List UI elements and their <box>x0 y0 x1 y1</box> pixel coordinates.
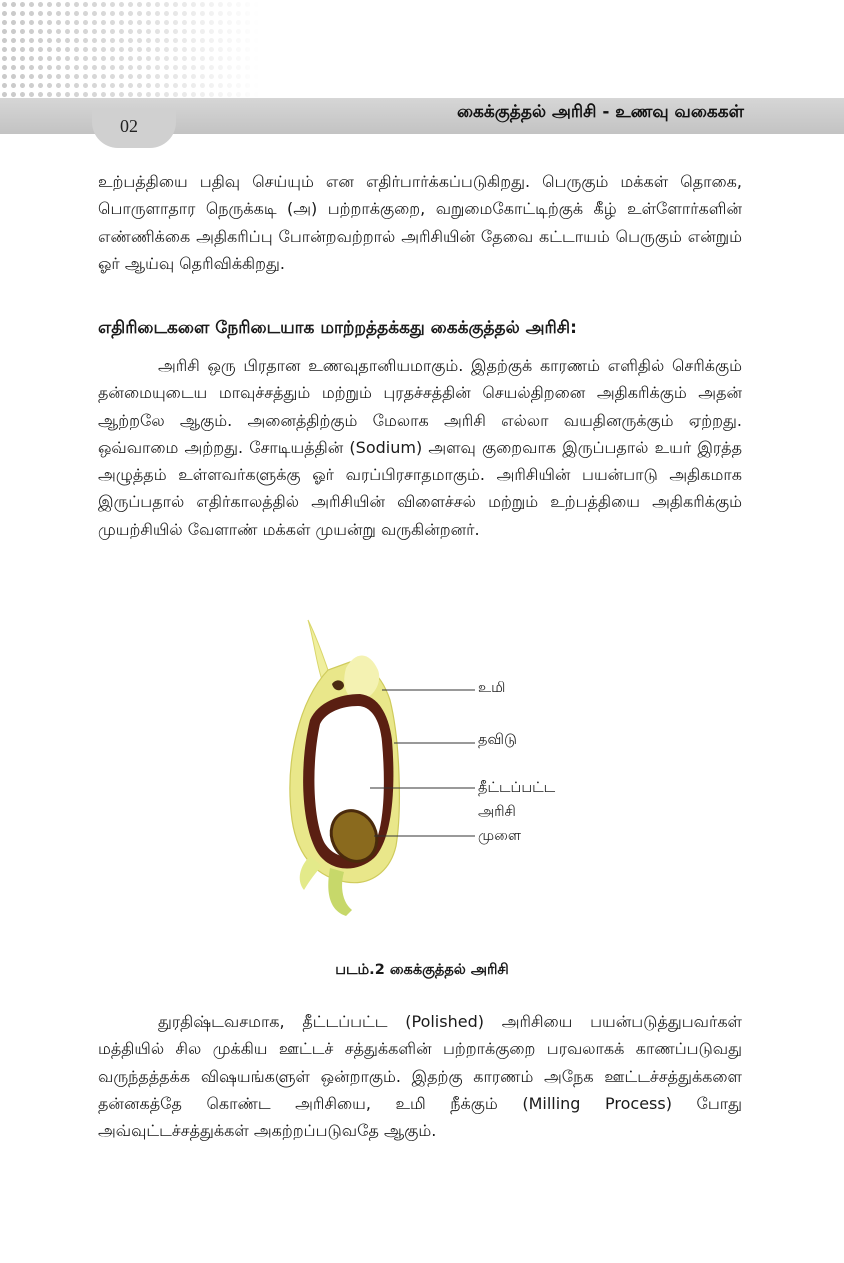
closing-paragraph: துரதிஷ்டவசமாக, தீட்டப்பட்ட (Polished) அரிசியை பயன்படுத்துபவர்கள் மத்தியில் சில முக்கிய ஊட்டச் சத்துக்களின் பற்றாக்குறை பரவலாகக் காணப்படுவது வருந்தத்தக்க விஷயங்களுள் ஒன்றாகும். இதற்கு காரணம் அநேக ஊட்டச்சத்துக்களை தன்னகத்தே கொண்ட அரிசியை, உமி நீக்கும் (Milling Process) போது அவ்வுட்டச்சத்துக்கள் அகற்றப்படுவதே ஆகும். <box>98 1012 742 1141</box>
intro-paragraph: உற்பத்தியை பதிவு செய்யும் என எதிர்பார்க்கப்படுகிறது. பெருகும் மக்கள் தொகை, பொருளாதார நெருக்கடி (அ) பற்றாக்குறை, வறுமைகோட்டிற்குக் கீழ் உள்ளோர்களின் எண்ணிக்கை அதிகரிப்பு போன்றவற்றால் அரிசியின் தேவை கட்டாயம் பெருகும் என்றும் ஓர் ஆய்வு தெரிவிக்கிறது. <box>98 172 742 273</box>
label-polished-rice-line1: தீட்டப்பட்ட <box>478 780 556 796</box>
label-germ: முளை <box>478 828 521 844</box>
rice-grain-illustration <box>270 610 600 930</box>
label-polished-rice-line2: அரிசி <box>478 804 516 820</box>
section-heading: எதிரிடைகளை நேரிடையாக மாற்றத்தக்கது கைக்குத்தல் அரிசி: <box>98 318 577 338</box>
label-husk: உமி <box>478 680 506 696</box>
running-title: கைக்குத்தல் அரிசி - உணவு வகைகள் <box>456 102 744 122</box>
halftone-decoration <box>0 0 260 108</box>
figure-caption: படம்.2 கைக்குத்தல் அரிசி <box>335 962 509 978</box>
page-number: 02 <box>120 116 138 136</box>
section-body: அரிசி ஒரு பிரதான உணவுதானியமாகும். இதற்குக் காரணம் எளிதில் செரிக்கும் தன்மையுடைய மாவுச்சத்தும் மற்றும் புரதச்சத்தின் செயல்திறனை அதிகரிக்கும் அதன் ஆற்றலே ஆகும். அனைத்திற்கும் மேலாக அரிசி எல்லா வயதினருக்கும் ஏற்றது. ஒவ்வாமை அற்றது. சோடியத்தின் (Sodium) அளவு குறைவாக இருப்பதால் உயர் இரத்த அழுத்தம் உள்ளவர்களுக்கு ஓர் வரப்பிரசாதமாகும். அரிசியின் பயன்பாடு அதிகமாக இருப்பதால் எதிர்காலத்தில் அரிசியின் விளைச்சல் மற்றும் உற்பத்தியை அதிகரிக்கும் முயற்சியில் வேளாண் மக்கள் முயன்று வருகின்றனர். <box>98 356 742 539</box>
label-bran: தவிடு <box>478 732 517 748</box>
rice-grain-figure <box>270 610 600 930</box>
